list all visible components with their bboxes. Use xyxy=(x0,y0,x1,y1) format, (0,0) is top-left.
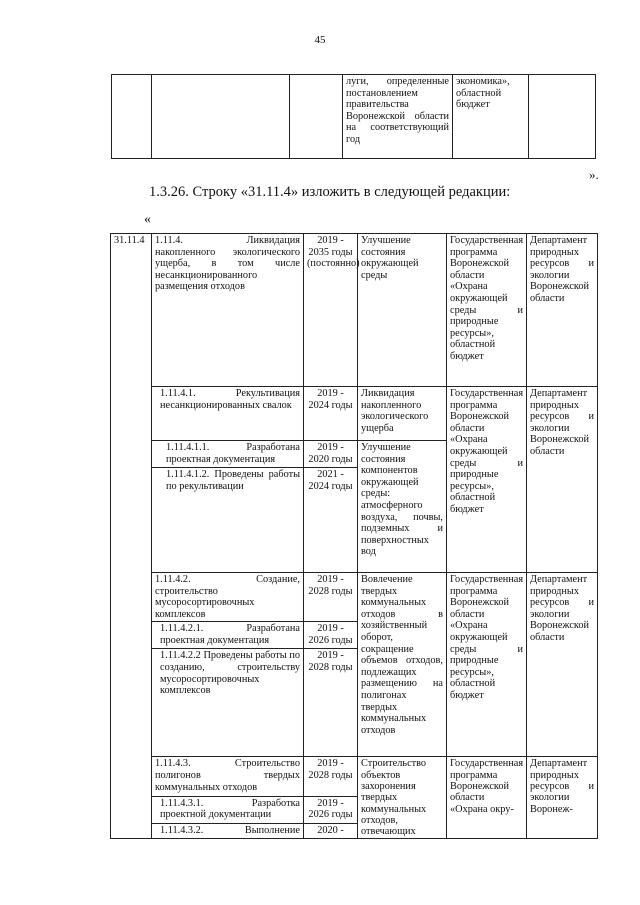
cell-executor: Департамент природных ресурсов и экологии Воронежской области xyxy=(527,573,598,757)
cell-name: 1.11.4.2.2 Проведены работы по созданию, строительству мусоросортировочных комплексов xyxy=(152,649,304,757)
amendment-instruction: 1.3.26. Строку «31.11.4» изложить в следующей редакции: xyxy=(149,184,511,200)
cell-source: Государственная программа Воронежской области «Охрана окружающей среды и природные ресурсы», областной бюджет xyxy=(447,234,527,387)
cell-source: Государственная программа Воронежской области «Охрана окружающей среды и природные ресурсы», областной бюджет xyxy=(447,573,527,757)
table-row xyxy=(112,75,596,159)
cell-result: Ликвидация накопленного экологического ущерба xyxy=(358,387,447,441)
cell-name: 1.11.4.3.2. Выполнение xyxy=(152,824,304,839)
cell-executor: Департамент природных ресурсов и экологии Воронеж- xyxy=(527,757,598,839)
table-row xyxy=(111,573,598,622)
table-cell-source: экономика», областной бюджет xyxy=(453,75,529,159)
closing-quote: ». xyxy=(589,167,599,182)
table-cell xyxy=(112,75,152,159)
cell-period: 2019 - 2024 годы xyxy=(304,387,358,441)
table-row xyxy=(111,387,598,441)
cell-source: Государственная программа Воронежской области «Охрана окружающей среды и природные ресурсы», областной бюджет xyxy=(447,387,527,573)
cell-name: 1.11.4. Ликвидация накопленного экологического ущерба, в том числе несанкционированного размещения отходов xyxy=(152,234,304,387)
cell-name: 1.11.4.3. Строительство полигонов твердых коммунальных отходов xyxy=(152,757,304,796)
cell-name: 1.11.4.1.2. Проведены работы по рекультивации xyxy=(152,468,304,573)
cell-name: 1.11.4.1. Рекультивация несанкционированных свалок xyxy=(152,387,304,441)
cell-result: Строительство объектов захоронения твердых коммунальных отходов, отвечающих xyxy=(358,757,447,839)
cell-period: 2019 - 2028 годы xyxy=(304,757,358,796)
cell-name: 1.11.4.2.1. Разработана проектная документация xyxy=(152,622,304,649)
cell-source: Государственная программа Воронежской области «Охрана окру- xyxy=(447,757,527,839)
main-table xyxy=(110,233,598,839)
cell-result: Вовлечение твердых коммунальных отходов в хозяйственный оборот, сокращение объемов отходов, подлежащих размещению на полигонах твердых коммунальных отходов xyxy=(358,573,447,757)
cell-name: 1.11.4.3.1. Разработка проектной документации xyxy=(152,796,304,824)
cell-period: 2019 - 2026 годы xyxy=(304,796,358,824)
cell-period: 2021 - 2024 годы xyxy=(304,468,358,573)
table-row xyxy=(111,234,598,387)
table-cell xyxy=(529,75,596,159)
cell-executor: Департамент природных ресурсов и экологии Воронежской области xyxy=(527,234,598,387)
cell-period: 2019 - 2020 годы xyxy=(304,441,358,468)
cell-period: 2019 - 2026 годы xyxy=(304,622,358,649)
table-cell-result: луги, определенные постановлением правительства Воронежской области на соответствующий год xyxy=(343,75,453,159)
table-cell xyxy=(152,75,290,159)
cell-period: 2019 - 2028 годы xyxy=(304,649,358,757)
table-cell xyxy=(290,75,343,159)
opening-quote: « xyxy=(144,212,151,227)
top-table-continuation xyxy=(111,74,596,159)
cell-name: 1.11.4.2. Создание, строительство мусоросортировочных комплексов xyxy=(152,573,304,622)
cell-result: Улучшение состояния компонентов окружающей среды: атмосферного воздуха, почвы, подземных и поверхностных вод xyxy=(358,441,447,573)
cell-name: 1.11.4.1.1. Разработана проектная документация xyxy=(152,441,304,468)
cell-period: 2020 - xyxy=(304,824,358,839)
cell-executor: Департамент природных ресурсов и экологии Воронежской области xyxy=(527,387,598,573)
row-code: 31.11.4 xyxy=(111,234,152,839)
cell-period: 2019 - 2035 годы (постоянно) xyxy=(304,234,358,387)
page-number: 45 xyxy=(314,34,326,46)
cell-result: Улучшение состояния окружающей среды xyxy=(358,234,447,387)
cell-period: 2019 - 2028 годы xyxy=(304,573,358,622)
table-row xyxy=(111,757,598,796)
